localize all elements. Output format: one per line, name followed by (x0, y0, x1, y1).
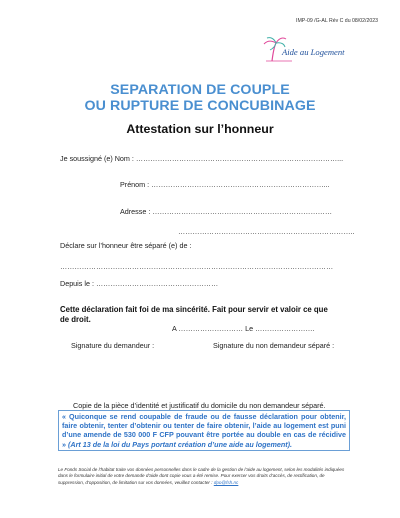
legal-warning-box (58, 410, 350, 451)
title-line-1: SEPARATION DE COUPLE (110, 82, 290, 98)
certification-statement-end: de droit. (60, 315, 91, 324)
certification-statement: Cette déclaration fait foi de ma sincérité. Fait pour servir et valoir ce que (60, 305, 328, 314)
adresse-continuation: ……………………………………………………………….. (178, 227, 355, 236)
data-privacy-notice (58, 467, 346, 486)
logo-text: Aide au Logement (282, 47, 345, 57)
aide-au-logement-logo (262, 35, 345, 63)
legal-warning-reference: (Art 13 de la loi du Pays portant création d’une aide au logement). (68, 439, 293, 449)
legal-warning-text: « Quiconque se rend coupable de fraude ou de fausse déclaration pour obtenir, faire obtenir, tenter d’obtenir ou tenter de faire obtenir, l’aide au logement est puni d’une amende de 530 000 F CFP pouvant être portée au double en cas de récidive » (62, 412, 346, 449)
signature-demandeur-label: Signature du demandeur : (71, 341, 155, 350)
document-reference: IMP-09 /G-AL Rév C du 08/02/2023 (296, 18, 378, 24)
signature-non-demandeur-label: Signature du non demandeur séparé : (213, 341, 335, 350)
depuis-field: Depuis le : …………………………………………… (60, 279, 219, 288)
document-subtitle: Attestation sur l’honneur (126, 122, 274, 136)
nom-field: Je soussigné (e) Nom : …………………………………………………………………………... (60, 154, 344, 163)
adresse-field: Adresse : ………………………………………………………………… (120, 207, 333, 216)
declaration-line: Déclare sur l’honneur être séparé (e) de : (60, 241, 192, 250)
place-date-line: A ……………………… Le ……………………. (172, 324, 315, 333)
dpo-email-link[interactable]: dpo@fsh.nc (213, 479, 239, 485)
prenom-field: Prénom : ………………………………………………………………... (120, 180, 330, 189)
title-line-2: OU RUPTURE DE CONCUBINAGE (84, 98, 316, 114)
privacy-text: Le Fonds Social de l’habitat traite vos données personnelles dans le cadre de la gestion de l’aide au logement, selon les modalités indiquées dans le formulaire initial de votre demande d’aide dont copie vous a été remise. Pour exercer vos droits d’accès, de rectification, de suppression, d’opposition, de limitation sur vos données, veuillez contacter : (58, 467, 345, 485)
attachment-note: Copie de la pièce d’identité et justificatif du domicile du non demandeur séparé. (73, 401, 326, 410)
declaration-dotted-line: …………………………………………………………………………………………………… (60, 262, 334, 271)
